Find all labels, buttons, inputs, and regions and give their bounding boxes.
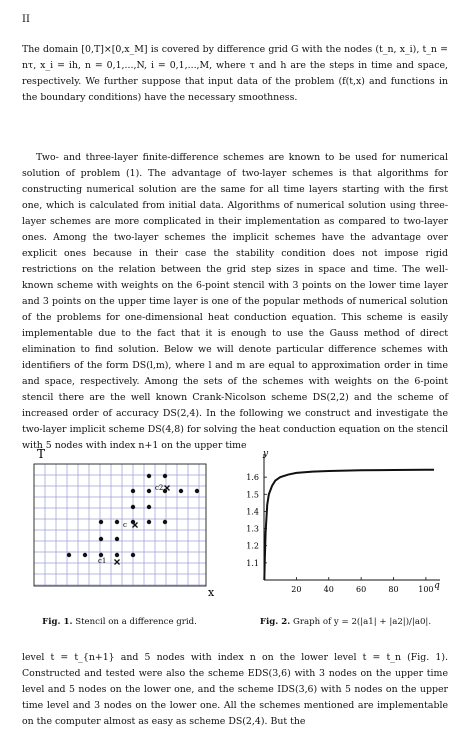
y-tick-label: 1.2 — [246, 541, 259, 551]
stencil-node — [131, 489, 135, 493]
stencil-node — [131, 505, 135, 509]
y-tick-label: 1.1 — [246, 558, 259, 568]
stencil-node — [83, 553, 87, 557]
stencil-node — [163, 520, 167, 524]
stencil-node — [131, 553, 135, 557]
label-c2: c2 — [155, 484, 164, 492]
paragraph-schemes: Two- and three-layer finite-difference schemes are known to be used for numerical solution of problem (1). The advantage of two-layer schemes is that algorithms for constructing numerical solution are the same for all time layers starting with the first one, which is calculated from initial data. Algorithms of numerical solution using three-layer schemes are more complicated in their implementation as compared to two-layer ones. Among the two-layer schemes the implicit schemes have the advantage over explicit ones because in their case the stability condition does not impose rigid restrictions on the relation between the grid step sizes in space and time. The well-known scheme with weights on the 6-point stencil with 3 points on the lower time layer and 3 points on the upper time layer is one of the popular methods of numerical solution of the problems for one-dimensional heat conduction equation. This scheme is easily implementable due to the fact that it is enough to use the Gauss method of direct elimination to find solution. Below we will denote particular difference schemes with identifiers of the form DS(l,m), where l and m are equal to approximation order in time and space, respectively. Among the sets of the schemes with weights on the 6-point stencil there are the well known Crank-Nicolson scheme DS(2,2) and the scheme of increased order of accuracy DS(2,4). In the following we construct and investigate the two-layer implicit scheme DS(4,8) for solving the heat conduction equation on the stencil with 5 nodes with index n+1 on the upper time — [22, 152, 448, 451]
grid-border — [34, 464, 206, 586]
difference-grid — [34, 464, 206, 586]
x-axis-label: x — [208, 586, 215, 599]
y-tick-label: 1.4 — [246, 507, 259, 517]
stencil-node — [115, 553, 119, 557]
x-tick-label: 100 — [418, 585, 434, 594]
graph-plot — [264, 470, 434, 580]
paragraph-domain: The domain [0,T]×[0,x_M] is covered by difference grid G with the nodes (t_n, x_i), t_n = nτ, x_i = ih, n = 0,1,...,N, i = 0,1,...,M, where τ and h are the steps in time and space, respectively. We further suppose that input data of the problem (f(t,x) and functions in the boundary conditions) have the necessary smoothness. — [22, 44, 448, 103]
x-tick-label: 80 — [388, 585, 399, 594]
figure1-caption-number: Fig. 1. — [42, 617, 73, 627]
x-tick-label: 40 — [323, 585, 334, 594]
series-line — [264, 470, 434, 580]
stencil-node — [99, 537, 103, 541]
paragraph-stencil: level t = t_{n+1} and 5 nodes with index n on the lower level t = t_n (Fig. 1). Constructed and tested were also the scheme EDS(3,6) with 3 nodes on the upper time level and 5 nodes on the lower one, and the scheme IDS(3,6) with 5 nodes on the upper time level and 3 nodes on the lower one. All the schemes mentioned are implementable on the computer almost as easy as scheme DS(2,4). But the — [22, 652, 448, 727]
stencil-node — [163, 474, 167, 478]
page-number: II — [22, 14, 30, 25]
y-axis-label: y — [263, 449, 269, 459]
stencil-node — [147, 520, 151, 524]
q-axis-label: q — [434, 581, 440, 591]
stencil-node — [99, 520, 103, 524]
stencil-node — [179, 489, 183, 493]
x-tick-label: 20 — [291, 585, 302, 594]
stencil-node — [147, 505, 151, 509]
figure2-caption — [238, 617, 453, 627]
stencil-node — [115, 520, 119, 524]
t-axis-label: T — [37, 447, 46, 461]
figure1-caption — [22, 617, 217, 627]
stencil-node — [115, 537, 119, 541]
label-c1: c1 — [98, 557, 107, 565]
label-c: c — [123, 521, 127, 529]
stencil-node — [195, 489, 199, 493]
stencil-node — [147, 489, 151, 493]
x-tick-label: 60 — [356, 585, 367, 594]
stencil-node — [67, 553, 71, 557]
figure1-caption-text: Stencil on a difference grid. — [75, 617, 197, 627]
center-cross — [115, 560, 120, 565]
y-tick-label: 1.6 — [246, 473, 259, 483]
figure-graph — [230, 446, 455, 606]
graph-ticks — [246, 473, 433, 594]
y-tick-label: 1.5 — [246, 490, 259, 500]
figure2-caption-number: Fig. 2. — [259, 617, 291, 627]
y-tick-label: 1.3 — [246, 524, 259, 534]
graph-axes — [264, 454, 440, 580]
figure-stencil — [20, 446, 225, 606]
stencil-node — [147, 474, 151, 478]
figure2-caption-text: Graph of y = 2(|a1| + |a2|)/|a0|. — [292, 617, 432, 627]
